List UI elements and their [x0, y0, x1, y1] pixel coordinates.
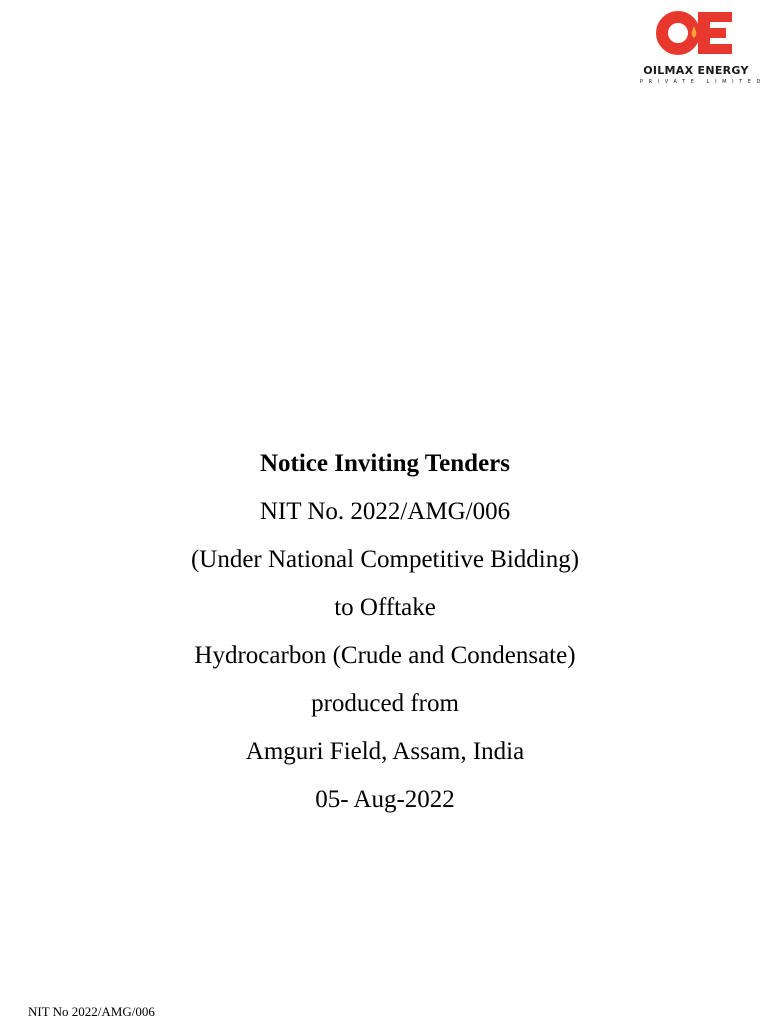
location-line: Amguri Field, Assam, India: [245, 738, 525, 765]
title-block: [0, 445, 770, 829]
company-logo: [636, 4, 767, 86]
produced-from-line: produced from: [311, 690, 459, 717]
document-date: 05- Aug-2022: [315, 786, 455, 813]
page-footer: NIT No 2022/AMG/006: [28, 1004, 155, 1019]
document-heading: Notice Inviting Tenders: [259, 450, 511, 477]
company-name: OILMAX ENERGY: [643, 64, 749, 77]
bidding-type: (Under National Competitive Bidding): [190, 546, 580, 573]
nit-number: NIT No. 2022/AMG/006: [259, 498, 511, 525]
company-subtitle: PRIVATE LIMITED: [640, 79, 767, 85]
oilmax-oe-logo-icon: [656, 4, 736, 62]
purpose-line: to Offtake: [334, 594, 436, 621]
product-line: Hydrocarbon (Crude and Condensate): [194, 642, 576, 669]
